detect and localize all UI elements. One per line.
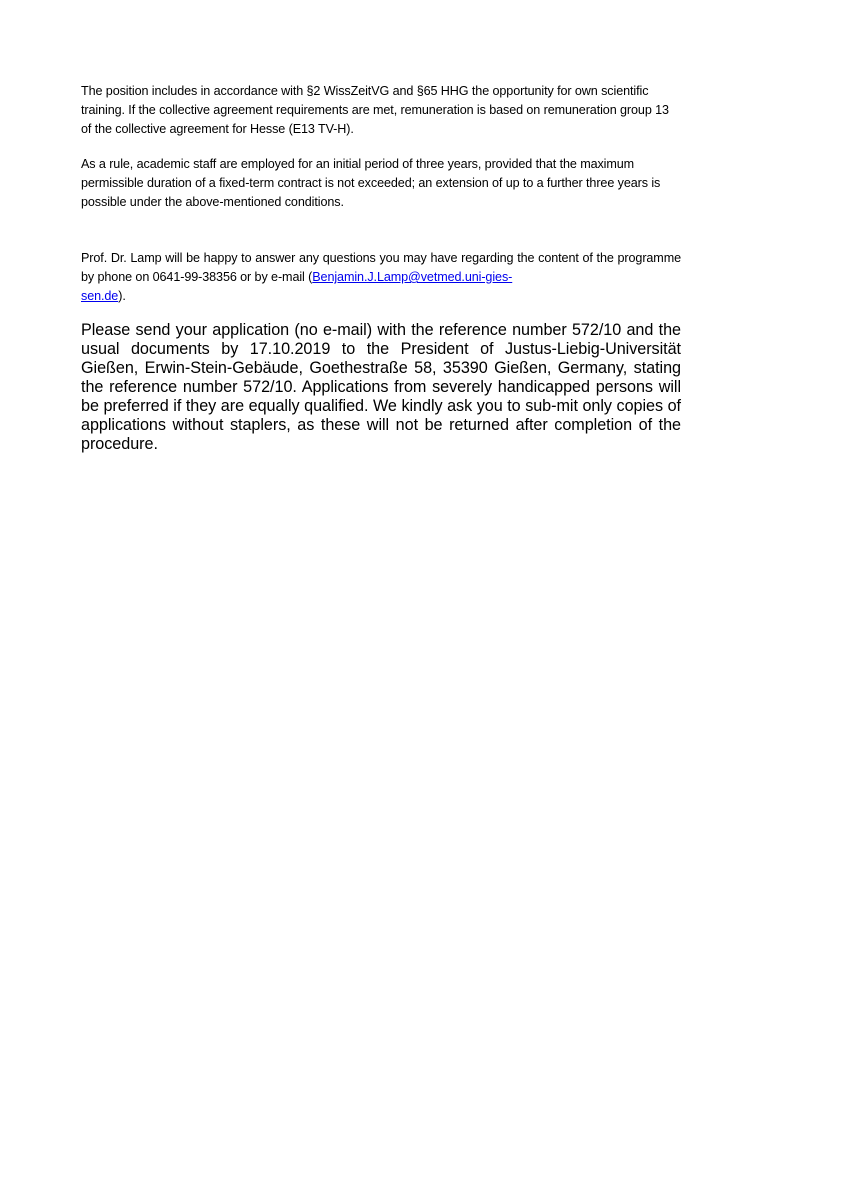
paragraph-application-instructions: Please send your application (no e-mail) with the reference number 572/10 and the usual documents by 17.10.2019 to the President of Justus-Liebig-Universität Gießen, Erwin-Stein-Gebäude, Goethestraße 58, 35390 Gießen, Germany, stating the reference number 572/10. Applications from severely handicapped persons will be preferred if they are equally qualified. We kindly ask you to sub-mit only copies of applications without staplers, as these will not be returned after completion of the procedure.	[81, 321, 681, 453]
paragraph-contact	[81, 249, 681, 306]
paragraph-employment-period: As a rule, academic staff are employed for an initial period of three years, provided that the maximum permissible duration of a fixed-term contract is not exceeded; an extension of up to a further three years is possible under the above-mentioned conditions.	[81, 157, 661, 209]
contact-text: Prof. Dr. Lamp will be happy to answer any questions you may have regarding the content of the programme by phone on 0641-99-38356 or by e-mail (	[81, 251, 681, 284]
paragraph-scientific-training: The position includes in accordance with §2 WissZeitVG and §65 HHG the opportunity for own scientific training. If the collective agreement requirements are met, remuneration is based on remuneration group 13 of the collective agreement for Hesse (E13 TV-H).	[81, 84, 669, 136]
email-link-part-1: Benjamin.J.Lamp@vetmed.uni-gies-	[312, 270, 513, 284]
email-link-part-2: sen.de	[81, 289, 119, 303]
contact-text-end: ).	[118, 289, 126, 303]
